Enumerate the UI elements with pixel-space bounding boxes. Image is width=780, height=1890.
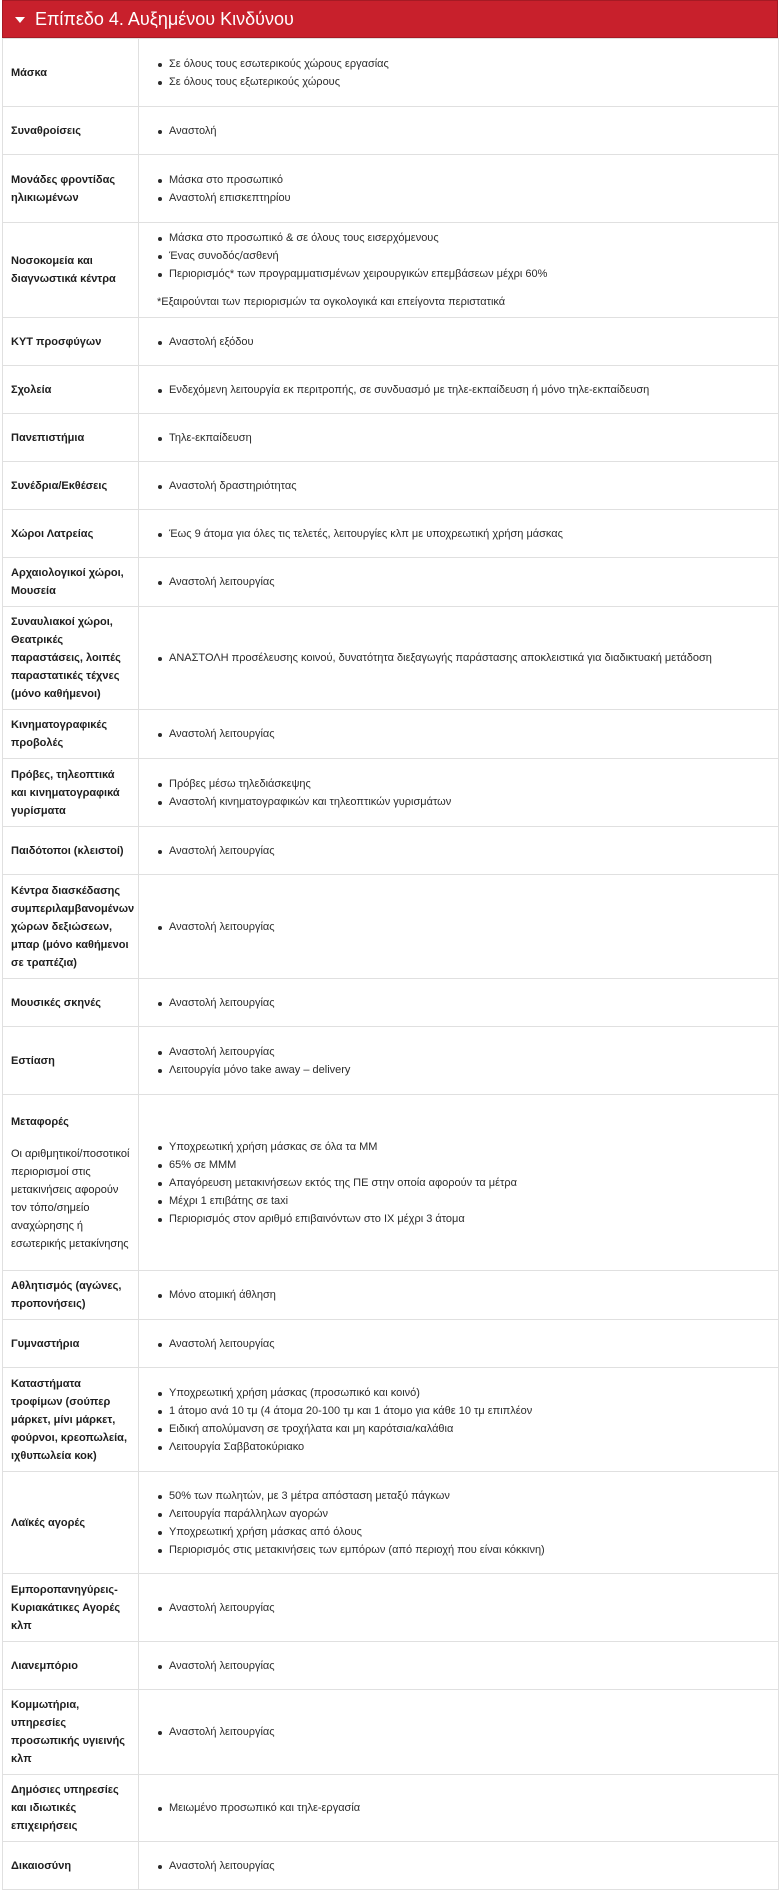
row-label: Πανεπιστήμια bbox=[11, 431, 85, 444]
measures-list bbox=[157, 1599, 764, 1617]
row-label: Χώροι Λατρείας bbox=[11, 527, 94, 540]
row-label-cell bbox=[3, 710, 139, 759]
table-row bbox=[3, 1574, 779, 1642]
row-label-cell bbox=[3, 366, 139, 414]
row-label: Κινηματογραφικές προβολές bbox=[11, 719, 108, 749]
row-label: Γυμναστήρια bbox=[11, 1337, 80, 1350]
row-label-note: Οι αριθμητικοί/ποσοτικοί περιορισμοί στις μετακινήσεις αφορούν τον τόπο/σημείο αναχώρησης ή εσωτερικής μετακίνησης bbox=[11, 1147, 130, 1250]
row-measures-cell bbox=[139, 107, 779, 155]
row-label: Καταστήματα τροφίμων (σούπερ μάρκετ, μίνι μάρκετ, φούρνοι, κρεοπωλεία, ιχθυπωλεία κοκ) bbox=[11, 1377, 127, 1462]
row-measures-cell bbox=[139, 366, 779, 414]
row-label: Μεταφορές bbox=[11, 1115, 69, 1128]
measures-list bbox=[157, 918, 764, 936]
row-label-cell bbox=[3, 1472, 139, 1574]
row-label: Συναυλιακοί χώροι, Θεατρικές παραστάσεις, λοιπές παραστατικές τέχνες (μόνο καθήμενοι) bbox=[11, 616, 121, 700]
row-label-cell bbox=[3, 1095, 139, 1271]
row-label: Κομμωτήρια, υπηρεσίες προσωπικής υγιεινής κλπ bbox=[11, 1699, 125, 1765]
row-label: Σχολεία bbox=[11, 383, 52, 396]
row-measures-cell bbox=[139, 1271, 779, 1320]
row-measures-cell bbox=[139, 155, 779, 223]
measures-list bbox=[157, 573, 764, 591]
row-measures-cell bbox=[139, 558, 779, 607]
row-label-cell bbox=[3, 510, 139, 558]
row-measures-cell bbox=[139, 318, 779, 366]
measures-table bbox=[2, 38, 779, 1890]
measures-list bbox=[157, 1335, 764, 1353]
table-row bbox=[3, 107, 779, 155]
row-measures-cell bbox=[139, 1095, 779, 1271]
table-row bbox=[3, 1690, 779, 1775]
row-measures-cell bbox=[139, 510, 779, 558]
measure-item: Αναστολή λειτουργίας bbox=[157, 1723, 764, 1741]
row-label: Παιδότοποι (κλειστοί) bbox=[11, 844, 124, 857]
row-label-cell bbox=[3, 318, 139, 366]
table-row bbox=[3, 223, 779, 318]
table-row bbox=[3, 1368, 779, 1472]
row-measures-cell bbox=[139, 710, 779, 759]
measures-list bbox=[157, 333, 764, 351]
measure-item: Μέχρι 1 επιβάτης σε taxi bbox=[157, 1192, 764, 1210]
row-label: Πρόβες, τηλεοπτικά και κινηματογραφικά γυρίσματα bbox=[11, 768, 120, 817]
row-label: Μονάδες φροντίδας ηλικιωμένων bbox=[11, 173, 116, 204]
measure-item: Λειτουργία παράλληλων αγορών bbox=[157, 1505, 764, 1523]
table-row bbox=[3, 1842, 779, 1890]
row-measures-cell bbox=[139, 1574, 779, 1642]
measures-list bbox=[157, 477, 764, 495]
measures-list bbox=[157, 381, 764, 399]
row-label: Λιανεμπόριο bbox=[11, 1659, 78, 1672]
measure-item: Τηλε-εκπαίδευση bbox=[157, 429, 764, 447]
row-label-cell bbox=[3, 39, 139, 107]
table-row bbox=[3, 1472, 779, 1574]
row-label: Αρχαιολογικοί χώροι, Μουσεία bbox=[11, 567, 124, 597]
measure-item: Αναστολή επισκεπτηρίου bbox=[157, 189, 764, 207]
measure-item: Πρόβες μέσω τηλεδιάσκεψης bbox=[157, 775, 764, 793]
row-measures-cell bbox=[139, 759, 779, 827]
measures-list bbox=[157, 55, 764, 91]
table-row bbox=[3, 875, 779, 979]
table-row bbox=[3, 759, 779, 827]
row-label: Δικαιοσύνη bbox=[11, 1859, 72, 1872]
measures-list bbox=[157, 725, 764, 743]
table-row bbox=[3, 155, 779, 223]
row-label-cell bbox=[3, 607, 139, 710]
row-label-cell bbox=[3, 1574, 139, 1642]
table-row bbox=[3, 979, 779, 1027]
row-measures-cell bbox=[139, 39, 779, 107]
row-label-cell bbox=[3, 759, 139, 827]
row-label: Μουσικές σκηνές bbox=[11, 996, 101, 1009]
measure-item: Μάσκα στο προσωπικό bbox=[157, 171, 764, 189]
measures-panel bbox=[2, 0, 778, 1890]
measure-item: Λειτουργία Σαββατοκύριακο bbox=[157, 1438, 764, 1456]
measures-list bbox=[157, 994, 764, 1012]
measure-item: Αναστολή λειτουργίας bbox=[157, 1657, 764, 1675]
measure-item: Αναστολή bbox=[157, 122, 764, 140]
row-label: Λαϊκές αγορές bbox=[11, 1516, 86, 1529]
row-label: Δημόσιες υπηρεσίες και ιδιωτικές επιχειρήσεις bbox=[11, 1784, 119, 1832]
measures-list bbox=[157, 171, 764, 207]
row-label: Εστίαση bbox=[11, 1054, 55, 1067]
measures-list bbox=[157, 122, 764, 140]
measure-item: Αναστολή λειτουργίας bbox=[157, 1857, 764, 1875]
table-row bbox=[3, 510, 779, 558]
measure-item: Αναστολή λειτουργίας bbox=[157, 1043, 764, 1061]
panel-title: Επίπεδο 4. Αυξημένου Κινδύνου bbox=[35, 8, 294, 29]
row-label-cell bbox=[3, 1271, 139, 1320]
row-label-cell bbox=[3, 1320, 139, 1368]
measure-item: Απαγόρευση μετακινήσεων εκτός της ΠΕ στην οποία αφορούν τα μέτρα bbox=[157, 1174, 764, 1192]
measure-item: ΑΝΑΣΤΟΛΗ προσέλευσης κοινού, δυνατότητα διεξαγωγής παράστασης αποκλειστικά για διαδικτυακή μετάδοση bbox=[157, 649, 764, 667]
measure-item: Αναστολή λειτουργίας bbox=[157, 573, 764, 591]
row-label-cell bbox=[3, 1842, 139, 1890]
table-row bbox=[3, 1095, 779, 1271]
measure-item: Αναστολή εξόδου bbox=[157, 333, 764, 351]
table-row bbox=[3, 1320, 779, 1368]
measure-item: 50% των πωλητών, με 3 μέτρα απόσταση μεταξύ πάγκων bbox=[157, 1487, 764, 1505]
measure-item: Αναστολή λειτουργίας bbox=[157, 1599, 764, 1617]
row-measures-cell bbox=[139, 462, 779, 510]
row-label-cell bbox=[3, 1775, 139, 1842]
table-row bbox=[3, 710, 779, 759]
row-label-cell bbox=[3, 558, 139, 607]
row-label-cell bbox=[3, 155, 139, 223]
table-row bbox=[3, 1775, 779, 1842]
measure-item: Αναστολή δραστηριότητας bbox=[157, 477, 764, 495]
measures-list bbox=[157, 775, 764, 811]
measure-item: Μειωμένο προσωπικό και τηλε-εργασία bbox=[157, 1799, 764, 1817]
measures-list bbox=[157, 1657, 764, 1675]
row-measures-cell bbox=[139, 1368, 779, 1472]
row-measures-cell bbox=[139, 607, 779, 710]
measures-list bbox=[157, 1043, 764, 1079]
row-label: Συνέδρια/Εκθέσεις bbox=[11, 479, 108, 492]
measure-item: Υποχρεωτική χρήση μάσκας (προσωπικό και κοινό) bbox=[157, 1384, 764, 1402]
row-measures-cell bbox=[139, 1775, 779, 1842]
measure-item: Ένας συνοδός/ασθενή bbox=[157, 247, 764, 265]
measure-item: Περιορισμός* των προγραμματισμένων χειρουργικών επεμβάσεων μέχρι 60% bbox=[157, 265, 764, 283]
row-label: Συναθροίσεις bbox=[11, 124, 81, 137]
table-row bbox=[3, 1027, 779, 1095]
measure-item: Έως 9 άτομα για όλες τις τελετές, λειτουργίες κλπ με υποχρεωτική χρήση μάσκας bbox=[157, 525, 764, 543]
measure-item: Αναστολή λειτουργίας bbox=[157, 842, 764, 860]
measure-item: Ειδική απολύμανση σε τροχήλατα και μη καρότσια/καλάθια bbox=[157, 1420, 764, 1438]
row-label-cell bbox=[3, 462, 139, 510]
measure-item: Αναστολή λειτουργίας bbox=[157, 994, 764, 1012]
row-label-cell bbox=[3, 827, 139, 875]
measures-list bbox=[157, 649, 764, 667]
row-label: Μάσκα bbox=[11, 66, 47, 79]
measure-item: Αναστολή λειτουργίας bbox=[157, 725, 764, 743]
row-label-cell bbox=[3, 414, 139, 462]
table-row bbox=[3, 1271, 779, 1320]
measures-list bbox=[157, 1799, 764, 1817]
measures-table-body bbox=[3, 39, 779, 1890]
table-row bbox=[3, 827, 779, 875]
row-label: Εμποροπανηγύρεις-Κυριακάτικες Αγορές κλπ bbox=[11, 1583, 121, 1632]
row-measures-cell bbox=[139, 1642, 779, 1690]
measure-item: Ενδεχόμενη λειτουργία εκ περιτροπής, σε συνδυασμό με τηλε-εκπαίδευση ή μόνο τηλε-εκπαίδευση bbox=[157, 381, 764, 399]
table-row bbox=[3, 414, 779, 462]
row-measures-cell bbox=[139, 1320, 779, 1368]
measure-item: 65% σε ΜΜΜ bbox=[157, 1156, 764, 1174]
measures-list bbox=[157, 1138, 764, 1228]
table-row bbox=[3, 558, 779, 607]
table-row bbox=[3, 366, 779, 414]
table-row bbox=[3, 318, 779, 366]
measure-item: Υποχρεωτική χρήση μάσκας σε όλα τα ΜΜ bbox=[157, 1138, 764, 1156]
measures-list bbox=[157, 1487, 764, 1559]
measure-item: Υποχρεωτική χρήση μάσκας από όλους bbox=[157, 1523, 764, 1541]
row-label: Νοσοκομεία και διαγνωστικά κέντρα bbox=[11, 255, 116, 285]
row-label-cell bbox=[3, 979, 139, 1027]
measures-list bbox=[157, 1723, 764, 1741]
row-measures-cell bbox=[139, 1842, 779, 1890]
row-measures-cell bbox=[139, 875, 779, 979]
measure-item: Μόνο ατομική άθληση bbox=[157, 1286, 764, 1304]
measure-item: Λειτουργία μόνο take away – delivery bbox=[157, 1061, 764, 1079]
measure-item: Αναστολή κινηματογραφικών και τηλεοπτικών γυρισμάτων bbox=[157, 793, 764, 811]
row-measures-cell bbox=[139, 1027, 779, 1095]
row-label-cell bbox=[3, 1027, 139, 1095]
row-label-cell bbox=[3, 107, 139, 155]
row-label-cell bbox=[3, 1690, 139, 1775]
row-measures-cell bbox=[139, 1472, 779, 1574]
table-row bbox=[3, 607, 779, 710]
caret-down-icon bbox=[15, 17, 25, 23]
row-footnote: *Εξαιρούνται των περιορισμών τα ογκολογικά και επείγοντα περιστατικά bbox=[157, 296, 506, 308]
row-label-cell bbox=[3, 875, 139, 979]
measure-item: Σε όλους τους εξωτερικούς χώρους bbox=[157, 73, 764, 91]
table-row bbox=[3, 462, 779, 510]
measures-list bbox=[157, 525, 764, 543]
measure-item: 1 άτομο ανά 10 τμ (4 άτομα 20-100 τμ και 1 άτομο για κάθε 10 τμ επιπλέον bbox=[157, 1402, 764, 1420]
row-label-cell bbox=[3, 223, 139, 318]
measures-list bbox=[157, 1857, 764, 1875]
row-measures-cell bbox=[139, 1690, 779, 1775]
measure-item: Περιορισμός στις μετακινήσεις των εμπόρων (από περιοχή που είναι κόκκινη) bbox=[157, 1541, 764, 1559]
accordion-header[interactable] bbox=[2, 0, 778, 38]
table-row bbox=[3, 39, 779, 107]
measures-list bbox=[157, 429, 764, 447]
row-label-cell bbox=[3, 1642, 139, 1690]
row-measures-cell bbox=[139, 414, 779, 462]
measure-item: Αναστολή λειτουργίας bbox=[157, 918, 764, 936]
row-label: ΚΥΤ προσφύγων bbox=[11, 335, 102, 348]
measure-item: Μάσκα στο προσωπικό & σε όλους τους εισερχόμενους bbox=[157, 229, 764, 247]
row-label: Αθλητισμός (αγώνες, προπονήσεις) bbox=[11, 1280, 122, 1310]
row-measures-cell bbox=[139, 979, 779, 1027]
row-measures-cell bbox=[139, 223, 779, 318]
table-row bbox=[3, 1642, 779, 1690]
measure-item: Αναστολή λειτουργίας bbox=[157, 1335, 764, 1353]
measures-list bbox=[157, 229, 764, 283]
measures-list bbox=[157, 1384, 764, 1456]
measure-item: Σε όλους τους εσωτερικούς χώρους εργασίας bbox=[157, 55, 764, 73]
measures-list bbox=[157, 842, 764, 860]
row-measures-cell bbox=[139, 827, 779, 875]
row-label: Κέντρα διασκέδασης συμπεριλαμβανομένων χώρων δεξιώσεων, μπαρ (μόνο καθήμενοι σε τραπέζια) bbox=[11, 884, 135, 969]
measures-list bbox=[157, 1286, 764, 1304]
row-label-cell bbox=[3, 1368, 139, 1472]
measure-item: Περιορισμός στον αριθμό επιβαινόντων στο ΙΧ μέχρι 3 άτομα bbox=[157, 1210, 764, 1228]
